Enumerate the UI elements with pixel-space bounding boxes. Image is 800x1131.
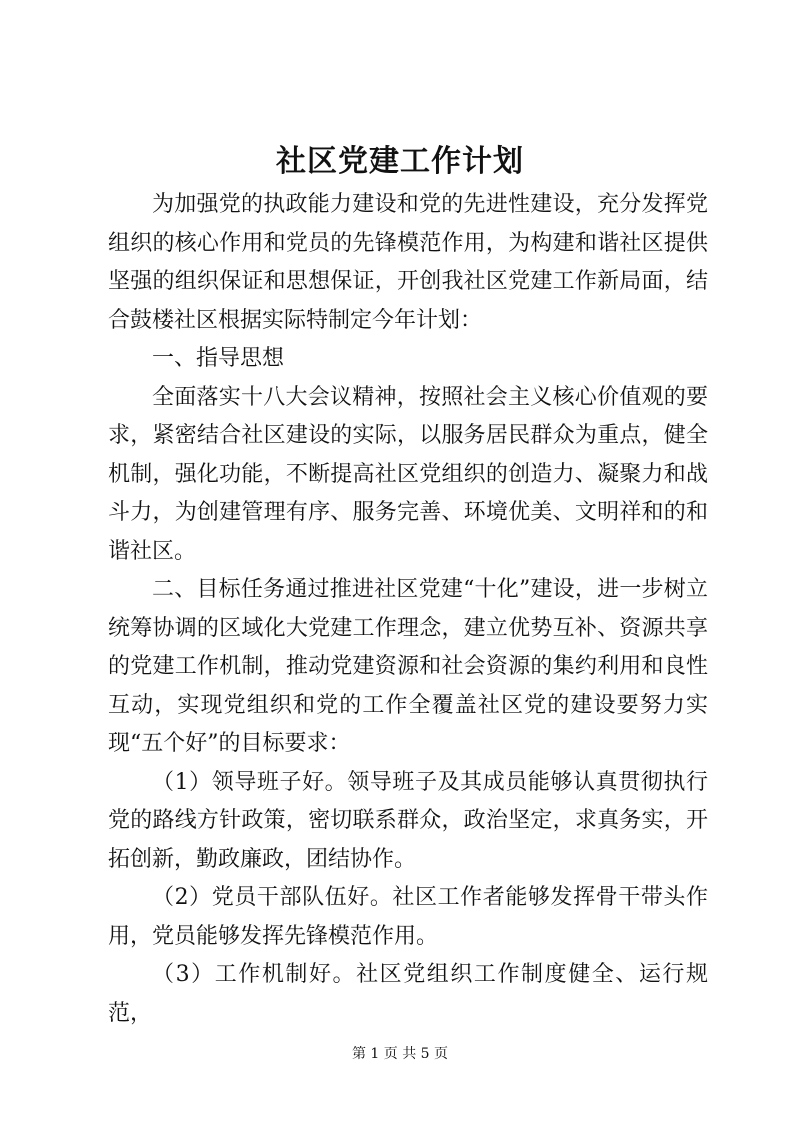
goal-item-3: （3）工作机制好。社区党组织工作制度健全、运行规范，	[108, 962, 708, 1026]
document-title: 社区党建工作计划	[276, 144, 524, 179]
goals-paragraph: 二、目标任务通过推进社区党建“十化”建设，进一步树立统筹协调的区域化大党建工作理念，建立优势互补、资源共享的党建工作机制，推动党建资源和社会资源的集约利用和良性互动，实现党组织和党的工作全覆盖社区党的建设要努力实现“五个好”的目标要求：	[108, 577, 708, 756]
goal-item-1: （1）领导班子好。领导班子及其成员能够认真贯彻执行党的路线方针政策，密切联系群众，政治坚定，求真务实，开拓创新，勤政廉政，团结协作。	[108, 769, 708, 872]
guiding-thought-paragraph: 全面落实十八大会议精神，按照社会主义核心价值观的要求，紧密结合社区建设的实际，以服务居民群众为重点，健全机制，强化功能，不断提高社区党组织的创造力、凝聚力和战斗力，为创建管理有序、服务完善、环境优美、文明祥和的和谐社区。	[108, 384, 708, 564]
document-body	[108, 186, 708, 1033]
section-heading-guiding-thought: 一、指导思想	[152, 346, 285, 371]
goal-item-2: （2）党员干部队伍好。社区工作者能够发挥骨干带头作用，党员能够发挥先锋模范作用。	[108, 885, 708, 949]
page-footer: 第 1 页 共 5 页	[351, 1046, 449, 1062]
intro-paragraph: 为加强党的执政能力建设和党的先进性建设，充分发挥党组织的核心作用和党员的先锋模范作用，为构建和谐社区提供坚强的组织保证和思想保证，开创我社区党建工作新局面，结合鼓楼社区根据实际特制定今年计划：	[108, 192, 708, 333]
